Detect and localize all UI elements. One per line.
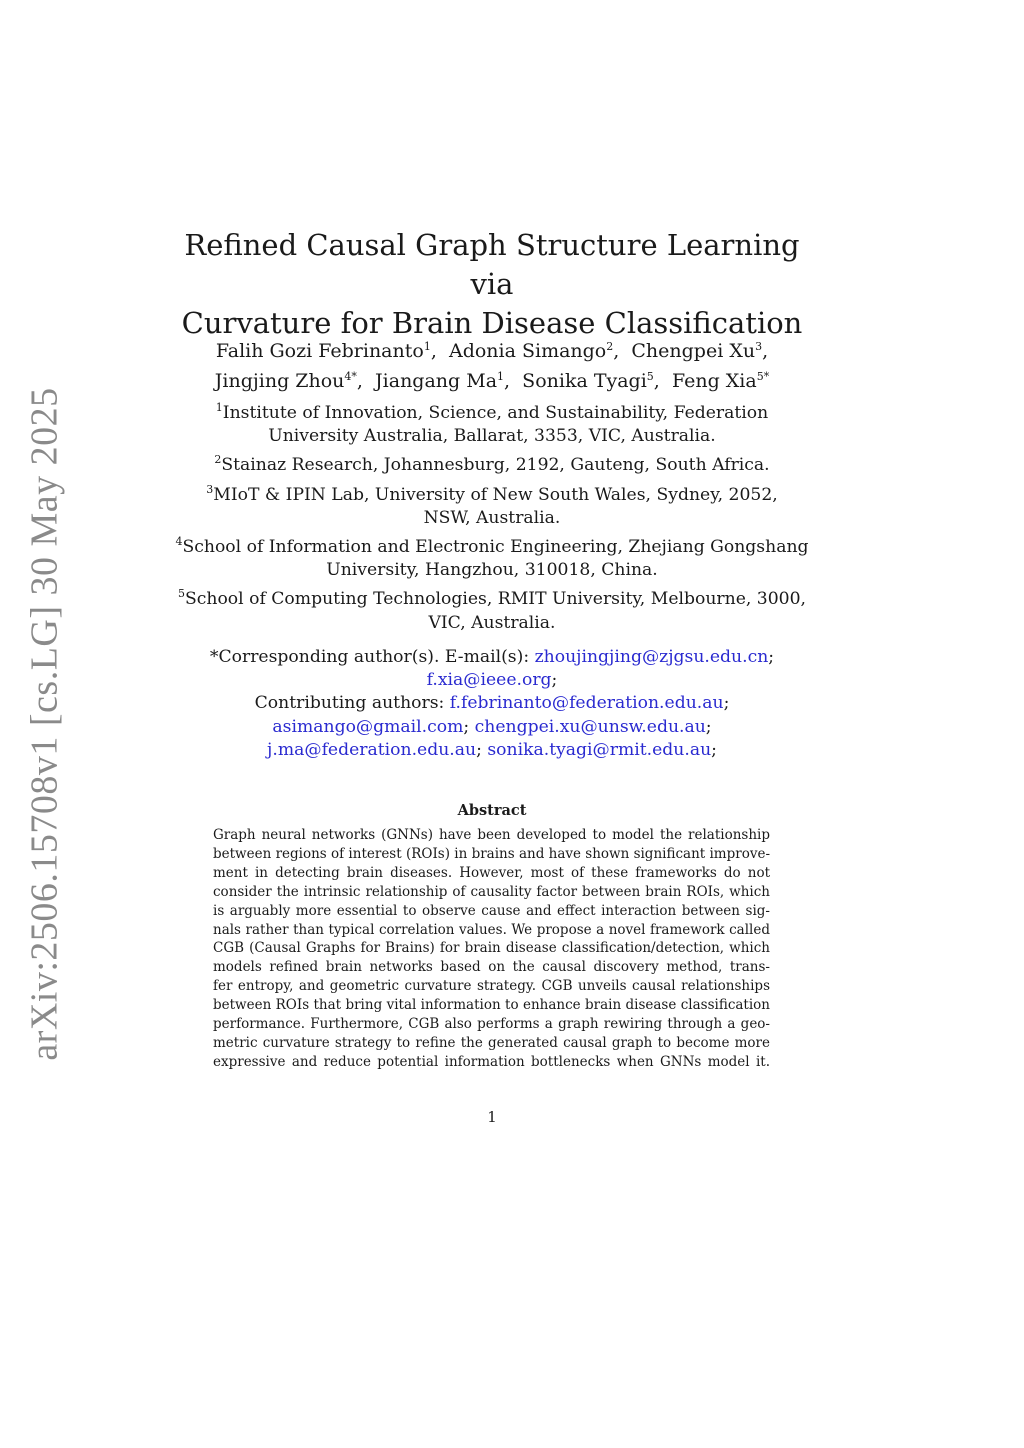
page-number: 1 (487, 1108, 497, 1126)
author-affiliation-marker: 5 (646, 370, 654, 383)
author-name: Falih Gozi Febrinanto (215, 340, 424, 362)
author-affiliation-marker: 1 (423, 340, 431, 353)
email-link[interactable]: f.febrinanto@federation.edu.au (449, 693, 724, 714)
affiliation-4-line-2: University, Hangzhou, 310018, China. (326, 560, 658, 581)
author-affiliation-marker: 3 (755, 340, 763, 353)
email-link[interactable]: chengpei.xu@unsw.edu.au (474, 716, 706, 737)
author-affiliation-marker: 4* (344, 370, 357, 383)
author-line-1 (160, 334, 824, 364)
abstract-line: between ROIs that bring vital information to enhance brain disease classification (213, 997, 770, 1014)
abstract-line: consider the intrinsic relationship of causality factor between brain ROIs, which (213, 883, 770, 900)
title-line-1: Refined Causal Graph Structure Learning via (184, 228, 800, 301)
corresponding-label: *Corresponding author(s). E-mail(s): (209, 647, 530, 667)
abstract-line: models refined brain networks based on the causal discovery method, trans- (213, 959, 770, 976)
email-link[interactable]: zhoujingjing@zjgsu.edu.cn (534, 647, 769, 667)
author-separator: , (504, 370, 511, 392)
affiliation-3-line-2: NSW, Australia. (423, 507, 561, 528)
contributing-line-1: Contributing authors: f.febrinanto@federation.edu.au; (254, 693, 730, 714)
affiliation-4-line-1: $^4$School of Information and Electronic Engineering, Zhejiang Gongshang (175, 535, 809, 558)
abstract-line: expressive and reduce potential information bottlenecks when GNNs model it. (213, 1053, 770, 1070)
abstract-line: performance. Furthermore, CGB also performs a graph rewiring through a geo- (213, 1016, 770, 1033)
author-separator: , (356, 370, 363, 392)
abstract-line: metric curvature strategy to refine the generated causal graph to become more (213, 1034, 770, 1051)
author-name: Sonika Tyagi (522, 370, 647, 392)
arxiv-identifier: arXiv:2506.15708v1 [cs.LG] 30 May 2025 (24, 387, 67, 1061)
author-name: Feng Xia (671, 370, 757, 392)
affiliation-1-line-1: $^1$Institute of Innovation, Science, and Sustainability, Federation (215, 401, 769, 423)
email-link[interactable]: asimango@gmail.com (272, 716, 464, 737)
abstract-line: between regions of interest (ROIs) in brains and have shown significant improve- (213, 845, 771, 862)
title-line-2: Curvature for Brain Disease Classification (181, 306, 803, 340)
abstract-heading: Abstract (457, 802, 527, 819)
email-link[interactable]: f.xia@ieee.org (426, 670, 552, 691)
abstract-line: nals rather than typical correlation values. We propose a novel framework called (213, 921, 770, 938)
affiliation-marker: 5 (177, 587, 185, 601)
author-separator: , (430, 340, 437, 362)
author-affiliation-marker: 2 (606, 340, 614, 353)
abstract-line: fer entropy, and geometric curvature strategy. CGB unveils causal relationships (213, 978, 770, 995)
affiliation-5-line-1: $^5$School of Computing Technologies, RMIT University, Melbourne, 3000, (177, 587, 807, 610)
author-separator: , (653, 370, 660, 392)
abstract-line: ment in detecting brain diseases. However, most of these frameworks do not (213, 864, 770, 881)
author-name: Jiangang Ma (375, 370, 498, 392)
contributing-label: Contributing authors: (254, 693, 445, 714)
affiliation-1-line-2: University Australia, Ballarat, 3353, VIC, Australia. (268, 426, 716, 447)
affiliation-2-line-1: $^2$Stainaz Research, Johannesburg, 2192, Gauteng, South Africa. (214, 453, 770, 476)
author-separator: , (762, 340, 769, 362)
author-affiliation-marker: 5* (756, 370, 770, 383)
corresponding-line-2: f.xia@ieee.org; (426, 670, 558, 691)
contributing-line-2: asimango@gmail.com; chengpei.xu@unsw.edu.au; (272, 716, 712, 737)
affiliation-5-line-2: VIC, Australia. (428, 612, 556, 633)
abstract-line: Graph neural networks (GNNs) have been developed to model the relationship (213, 827, 770, 843)
author-line-2 (160, 364, 824, 394)
affiliation-marker: 4 (175, 535, 183, 549)
email-link[interactable]: sonika.tyagi@rmit.edu.au (487, 739, 712, 760)
affiliation-marker: 2 (214, 453, 222, 467)
author-separator: , (613, 340, 620, 362)
paper-title (160, 226, 824, 343)
author-name: Chengpei Xu (631, 340, 756, 362)
corresponding-line-1: *Corresponding author(s). E-mail(s): zhoujingjing@zjgsu.edu.cn; (209, 647, 775, 667)
affiliation-list (170, 396, 814, 635)
abstract-body (213, 826, 770, 1072)
affiliation-3-line-1: $^3$MIoT & IPIN Lab, University of New South Wales, Sydney, 2052, (206, 482, 778, 505)
abstract-line: CGB (Causal Graphs for Brains) for brain disease classification/detection, which (213, 940, 770, 957)
author-name: Adonia Simango (448, 340, 607, 362)
author-list (160, 334, 824, 394)
author-affiliation-marker: 1 (497, 370, 505, 383)
author-name: Jingjing Zhou (214, 370, 345, 392)
affiliation-marker: 3 (206, 482, 214, 496)
contact-block (170, 646, 814, 762)
affiliation-marker: 1 (215, 401, 223, 414)
email-link[interactable]: j.ma@federation.edu.au (267, 739, 477, 760)
abstract-line: is arguably more essential to observe cause and effect interaction between sig- (213, 902, 770, 919)
arxiv-side-stamp (14, 387, 76, 1061)
contributing-line-3: j.ma@federation.edu.au; sonika.tyagi@rmit.edu.au; (267, 739, 717, 760)
